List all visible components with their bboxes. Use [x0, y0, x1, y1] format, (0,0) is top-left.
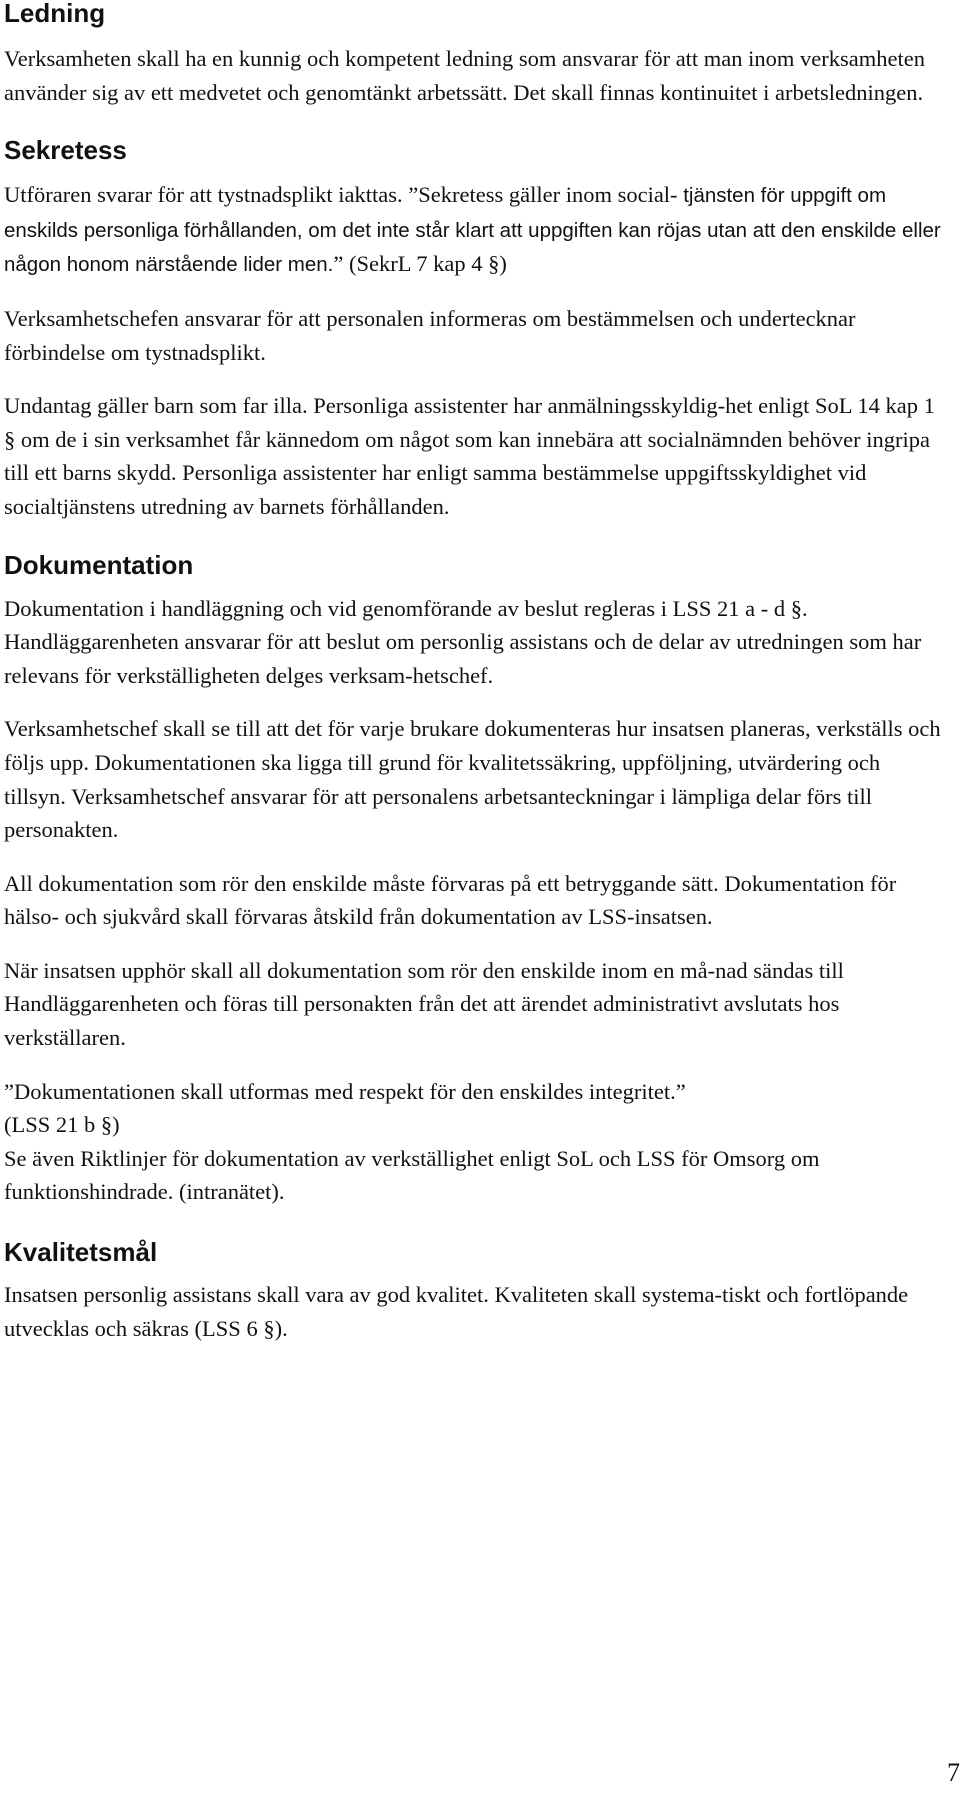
heading-kvalitetsmal: Kvalitetsmål [4, 1237, 158, 1268]
paragraph-dokumentation-2: Verksamhetschef skall se till att det för varje brukare dokumenteras hur insatsen planeras, verkställs och följs upp. Dokumentationen ska ligga till grund för kvalitetssäkring, uppföljning, utvärdering och tillsyn. Verksamhetschef ansvarar för att personalens arbetsanteckningar i lämpliga delar förs till personakten. [4, 716, 941, 843]
paragraph-sekretess-2: Verksamhetschefen ansvarar för att personalen informeras om bestämmelsen och undertecknar förbindelse om tystnadsplikt. [4, 305, 856, 365]
dokumentation-reference: (LSS 21 b §) [4, 1112, 120, 1138]
page-content [4, 0, 944, 1345]
page-number: 7 [947, 1758, 960, 1787]
paragraph-ledning: Verksamheten skall ha en kunnig och kompetent ledning som ansvarar för att man inom verksamheten använder sig av ett medvetet och genomtänkt arbetssätt. Det skall finnas kontinuitet i arbetsledningen. [4, 46, 925, 105]
sekretess-quote-end: ” (SekrL 7 kap 4 §) [333, 251, 507, 277]
dokumentation-quote: ”Dokumentationen skall utformas med respekt för den enskildes integritet.” [4, 1078, 686, 1104]
sekretess-text-a: Utföraren svarar för att tystnadsplikt iakttas. [4, 182, 403, 208]
heading-sekretess: Sekretess [4, 135, 127, 166]
sekretess-quote-body: tjänsten för uppgift om enskilds personliga förhållanden, om det inte står klart att uppgiften kan röjas utan att den enskilde eller någon honom närstående lider men. [4, 184, 941, 277]
heading-ledning: Ledning [4, 0, 106, 28]
paragraph-dokumentation-5 [4, 1075, 944, 1209]
paragraph-sekretess-1 [4, 178, 944, 282]
dokumentation-see-also: Se även Riktlinjer för dokumentation av verkställighet enligt SoL och LSS för Omsorg om funktionshindrade. (intranätet). [4, 1145, 820, 1205]
paragraph-dokumentation-3: All dokumentation som rör den enskilde måste förvaras på ett betryggande sätt. Dokumentation för hälso- och sjukvård skall förvaras åtskild från dokumentation av LSS-insatsen. [4, 870, 897, 930]
paragraph-sekretess-3: Undantag gäller barn som far illa. Personliga assistenter har anmälningsskyldig-het enligt SoL 14 kap 1 § om de i sin verksamhet får kännedom om något som kan innebära att socialnämnden behöver ingripa till ett barns skydd. Personliga assistenter har enligt samma bestämmelse uppgiftsskyldighet vid socialtjänstens utredning av barnets förhållanden. [4, 393, 935, 519]
paragraph-kvalitetsmal: Insatsen personlig assistans skall vara av god kvalitet. Kvaliteten skall systema-tiskt och fortlöpande utvecklas och säkras (LSS 6 §). [4, 1282, 909, 1341]
paragraph-dokumentation-1: Dokumentation i handläggning och vid genomförande av beslut regleras i LSS 21 a - d §. Handläggarenheten ansvarar för att beslut om personlig assistans och de delar av utredningen som har relevans för verkställigheten delges verksam-hetschef. [4, 595, 922, 688]
heading-dokumentation: Dokumentation [4, 549, 194, 580]
paragraph-dokumentation-4: När insatsen upphör skall all dokumentation som rör den enskilde inom en må-nad sändas till Handläggarenheten och föras till personakten från det att ärendet administrativt avslutats hos verkställaren. [4, 957, 844, 1051]
sekretess-quote-start: ”Sekretess gäller inom social- [402, 182, 678, 208]
